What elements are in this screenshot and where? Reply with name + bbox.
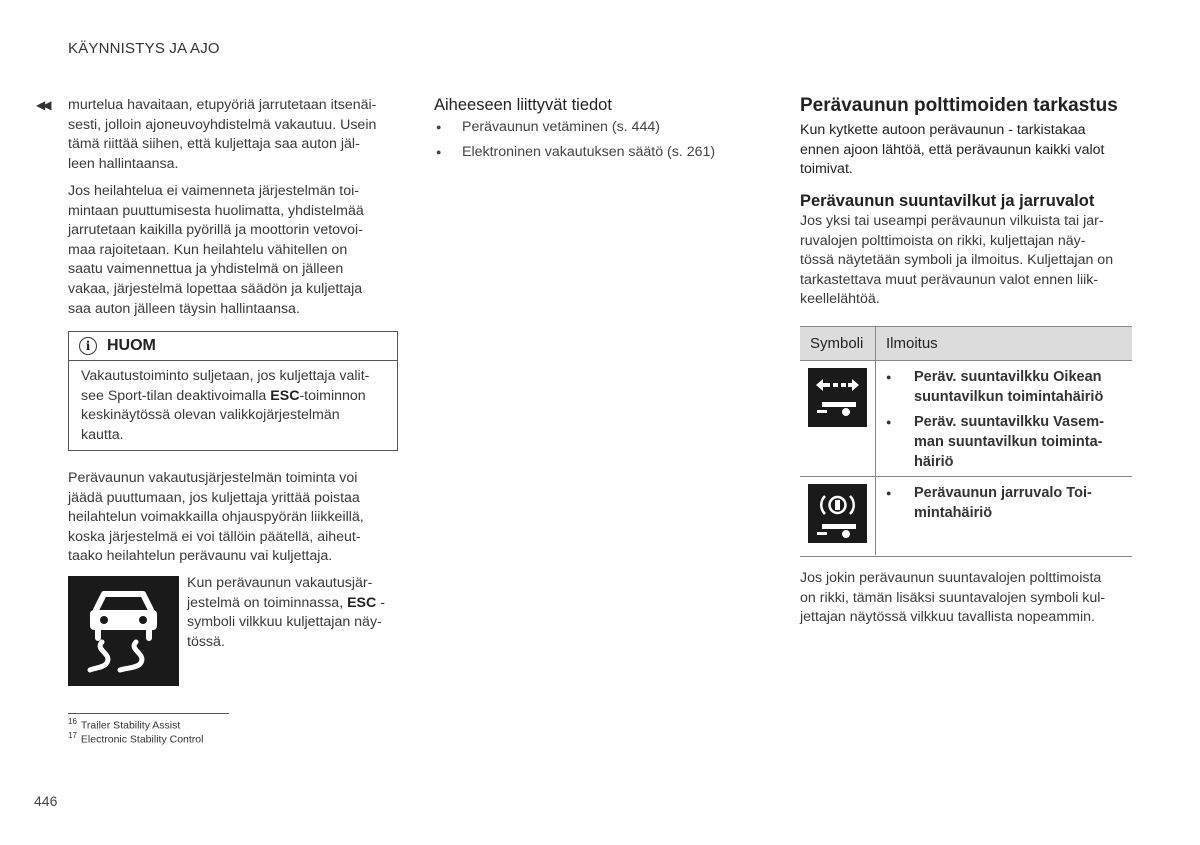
section-title: Perävaunun polttimoiden tarkastus xyxy=(800,95,1118,116)
note-box xyxy=(68,331,398,451)
running-header: KÄYNNISTYS JA AJO xyxy=(68,40,220,57)
esc-text-b: - symboli vilkkuu kuljettajan näy- tössä. xyxy=(187,594,385,650)
info-icon: i xyxy=(79,337,97,355)
double-left-arrow-icon: ◀◀ xyxy=(36,98,49,112)
footnote-text: Trailer Stability Assist xyxy=(80,719,181,732)
message-item: ● Peräv. suuntavilkku Oikean suuntavilkun toimintahäiriö xyxy=(886,367,1126,407)
subsection-title: Perävaunun suuntavilkut ja jarruvalot xyxy=(800,192,1095,210)
note-title: HUOM xyxy=(107,337,156,354)
column-header-symbol: Symboli xyxy=(800,327,876,360)
trailer-turn-signal-icon xyxy=(808,368,867,427)
table-header xyxy=(800,327,1132,361)
note-header xyxy=(69,332,397,361)
message-item: ● Perävaunun jarruvalo Toi- mintahäiriö xyxy=(886,483,1126,523)
paragraph-1: murtelua havaitaan, etupyöriä jarrutetaan itsenäi- sesti, jolloin ajoneuvoyhdistelmä vakautuu. Usein tämä riittää siihen, että kuljettaja saa auton jäl- leen hallintaansa. xyxy=(68,97,377,172)
subsection-text: Jos yksi tai useampi perävaunun vilkuista tai jar- ruvalojen polttimoista on rikki, kuljettajan näy- tössä näytetään symboli ja ilmoitus. Kuljettajan on tarkastettava muut perävaunun valot ennen liik- keellelähtöä. xyxy=(800,213,1114,308)
footnote-number: 17 xyxy=(68,731,77,740)
footnote-text: Electronic Stability Control xyxy=(80,733,204,746)
related-link-esc[interactable]: ● Elektroninen vakautuksen säätö (s. 261) xyxy=(434,140,764,165)
message-item: ● Peräv. suuntavilkku Vasem- man suuntavilkun toiminta- häiriö xyxy=(886,412,1126,472)
esc-bold: ESC xyxy=(347,594,377,611)
message-list xyxy=(886,483,1126,523)
related-title: Aiheeseen liittyvät tiedot xyxy=(434,96,612,114)
footnote-divider xyxy=(68,713,229,714)
note-text xyxy=(69,361,397,451)
table-row xyxy=(800,361,1132,477)
footnote-16 xyxy=(68,717,180,732)
footnote-number: 16 xyxy=(68,717,77,726)
symbol-cell xyxy=(800,361,876,476)
note-text-b: -toiminnon keskinäytössä olevan valikkojärjestelmän kautta. xyxy=(81,387,366,443)
related-list xyxy=(434,115,764,165)
message-list xyxy=(886,367,1126,472)
message-cell xyxy=(876,477,1132,555)
note-text-a: Vakautustoiminto suljetaan, jos kuljettaja valit- see Sport-tilan deaktivoimalla xyxy=(81,368,370,404)
paragraph-3: Perävaunun vakautusjärjestelmän toiminta voi jäädä puuttumaan, jos kuljettaja yrittää poistaa heilahtelun voimakkailla ohjauspyörän liikkeillä, koska järjestelmä ei voi tällöin päätellä, aiheut- taako heilahtelun perävaunu vai kuljettaja. xyxy=(68,470,364,565)
symbol-cell xyxy=(800,477,876,555)
esc-skid-car-icon xyxy=(68,576,179,686)
related-link-trailer-towing[interactable]: ● Perävaunun vetäminen (s. 444) xyxy=(434,115,764,140)
column-header-message: Ilmoitus xyxy=(886,335,938,352)
section-intro: Kun kytkette autoon perävaunun - tarkistakaa ennen ajoon lähtöä, että perävaunun kaikki valot toimivat. xyxy=(800,122,1105,178)
footnote-17 xyxy=(68,731,203,746)
symbol-table xyxy=(800,326,1132,557)
table-row xyxy=(800,477,1132,555)
note-esc: ESC xyxy=(270,387,300,404)
esc-symbol-text xyxy=(187,574,402,652)
trailer-brake-light-icon xyxy=(808,484,867,543)
paragraph-2: Jos heilahtelua ei vaimenneta järjestelmän toi- mintaan puuttumisesta huolimatta, yhdistelmää jarrutetaan kaikilla pyörillä ja moottorin vetovoi- maa rajoitetaan. Kun heilahtelu vähitellen on saatu vaimennettua ja yhdistelmä on jälleen vakaa, järjestelmä lopettaa säädön ja kuljettaja saa auton jälleen täysin hallintaansa. xyxy=(68,183,364,317)
closing-paragraph: Jos jokin perävaunun suuntavalojen polttimoista on rikki, tämän lisäksi suuntavalojen symboli kul- jettajan näytössä vilkkuu tavallista nopeammin. xyxy=(800,570,1106,626)
esc-text-a: Kun perävaunun vakautusjär- jestelmä on toiminnassa, xyxy=(187,575,373,611)
message-cell xyxy=(876,361,1132,476)
page-number: 446 xyxy=(34,793,58,809)
